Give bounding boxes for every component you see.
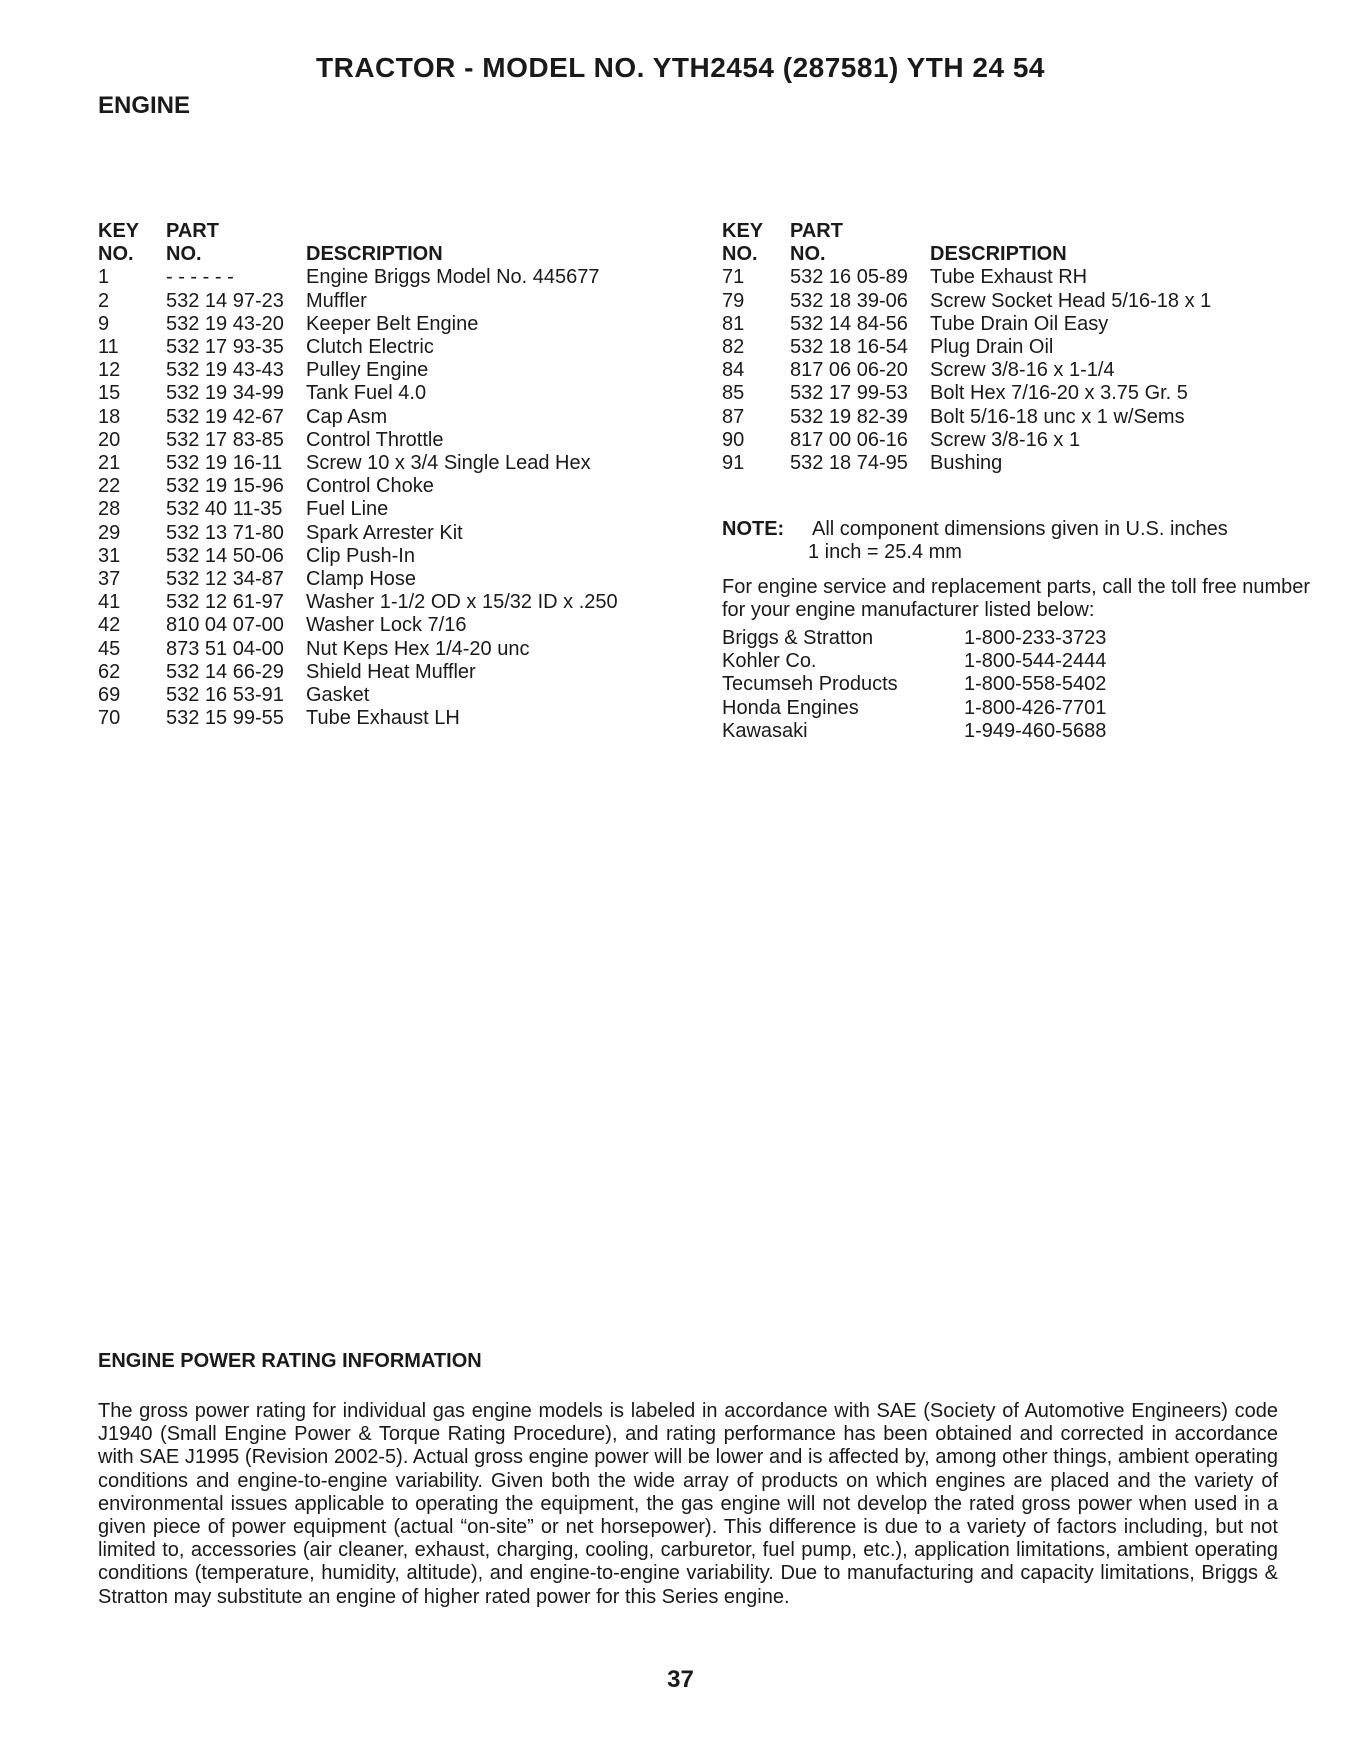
part-description: Tube Exhaust LH	[306, 707, 460, 730]
part-number: 532 19 82-39	[790, 405, 908, 428]
parts-list-right	[722, 266, 1282, 475]
key-number: 84	[722, 359, 745, 382]
table-row	[98, 545, 658, 568]
key-header: KEY	[722, 220, 764, 242]
part-number: 532 14 97-23	[166, 289, 284, 312]
key-number: 85	[722, 382, 745, 405]
table-row	[98, 614, 658, 637]
part-description: Plug Drain Oil	[930, 336, 1054, 359]
key-number: 9	[98, 312, 110, 335]
part-number: 532 14 66-29	[166, 660, 284, 683]
manufacturer-name: Honda Engines	[722, 696, 859, 719]
key-number: 82	[722, 336, 745, 359]
part-description: Bushing	[930, 452, 1003, 475]
part-description: Shield Heat Muffler	[306, 660, 476, 683]
part-number: 532 19 43-43	[166, 359, 284, 382]
key-number: 1	[98, 266, 110, 289]
part-description: Control Choke	[306, 475, 434, 498]
part-number: 532 14 50-06	[166, 544, 284, 567]
part-number: 532 17 83-85	[166, 428, 284, 451]
part-number: 532 40 11-35	[166, 498, 283, 521]
table-row	[98, 266, 658, 289]
part-number: 532 13 71-80	[166, 521, 284, 544]
part-number: 532 18 16-54	[790, 336, 908, 359]
key-number: 90	[722, 428, 745, 451]
table-row	[98, 568, 658, 591]
contact-row	[722, 697, 1322, 720]
part-description: Gasket	[306, 684, 370, 707]
key-number: 79	[722, 289, 745, 312]
key-number: 31	[98, 544, 121, 567]
table-row	[722, 406, 1282, 429]
table-row	[98, 684, 658, 707]
key-number: 15	[98, 382, 121, 405]
section-title: ENGINE	[98, 92, 191, 119]
contact-row	[722, 720, 1322, 743]
parts-table-right	[722, 220, 1282, 475]
table-row	[722, 359, 1282, 382]
key-number: 21	[98, 452, 121, 475]
manufacturer-name: Tecumseh Products	[722, 673, 898, 696]
note-line-1: All component dimensions given in U.S. inches	[812, 518, 1228, 540]
parts-list-left	[98, 266, 658, 730]
part-number: 532 17 99-53	[790, 382, 908, 405]
part-description: Engine Briggs Model No. 445677	[306, 266, 600, 289]
note-label: NOTE:	[722, 518, 785, 540]
key-no-header: NO.	[722, 243, 758, 266]
contact-row	[722, 673, 1322, 696]
key-number: 12	[98, 359, 121, 382]
table-header-row-1	[98, 220, 658, 243]
part-number: 532 19 16-11	[166, 452, 283, 475]
phone-number: 1-800-558-5402	[964, 673, 1107, 696]
part-number: 810 04 07-00	[166, 614, 284, 637]
part-number: 532 15 99-55	[166, 707, 284, 730]
manufacturer-name: Kohler Co.	[722, 650, 817, 673]
table-row	[98, 475, 658, 498]
parts-table-left	[98, 220, 658, 730]
table-row	[722, 313, 1282, 336]
table-header-row-1	[722, 220, 1282, 243]
table-row	[722, 336, 1282, 359]
manufacturer-name: Kawasaki	[722, 719, 808, 742]
service-instructions: For engine service and replacement parts, call the toll free number for your engine manufacturer listed below:	[722, 576, 1311, 622]
part-number: 532 12 34-87	[166, 568, 284, 591]
phone-number: 1-800-233-3723	[964, 627, 1107, 649]
part-description: Screw 3/8-16 x 1	[930, 428, 1081, 451]
part-description: Screw Socket Head 5/16-18 x 1	[930, 289, 1212, 312]
part-number: 532 19 42-67	[166, 405, 284, 428]
table-header-row-2	[98, 243, 658, 266]
table-row	[98, 661, 658, 684]
table-row	[98, 429, 658, 452]
description-header: DESCRIPTION	[306, 243, 443, 266]
table-row	[98, 406, 658, 429]
table-row	[722, 290, 1282, 313]
description-header: DESCRIPTION	[930, 243, 1067, 266]
document-title: TRACTOR - MODEL NO. YTH2454 (287581) YTH 24 54	[316, 52, 1045, 83]
part-number: 532 19 15-96	[166, 475, 284, 498]
table-row	[98, 638, 658, 661]
part-description: Fuel Line	[306, 498, 389, 521]
key-number: 42	[98, 614, 121, 637]
part-description: Nut Keps Hex 1/4-20 unc	[306, 637, 530, 660]
key-number: 87	[722, 405, 745, 428]
part-no-header: NO.	[166, 243, 202, 266]
part-description: Clamp Hose	[306, 568, 417, 591]
part-description: Bolt 5/16-18 unc x 1 w/Sems	[930, 405, 1185, 428]
key-number: 41	[98, 591, 121, 614]
key-number: 11	[98, 336, 119, 359]
table-row	[98, 313, 658, 336]
table-header-row-2	[722, 243, 1282, 266]
part-description: Tube Drain Oil Easy	[930, 312, 1109, 335]
table-row	[98, 290, 658, 313]
part-number: 532 18 74-95	[790, 452, 908, 475]
table-row	[722, 429, 1282, 452]
key-number: 37	[98, 568, 121, 591]
table-row	[98, 452, 658, 475]
table-row	[98, 707, 658, 730]
key-number: 45	[98, 637, 121, 660]
table-row	[722, 266, 1282, 289]
phone-number: 1-949-460-5688	[964, 719, 1107, 742]
part-number: - - - - - -	[166, 266, 234, 289]
table-row	[98, 522, 658, 545]
part-number: 532 19 43-20	[166, 312, 284, 335]
key-number: 70	[98, 707, 121, 730]
table-row	[98, 359, 658, 382]
part-number: 532 16 53-91	[166, 684, 284, 707]
table-row	[98, 591, 658, 614]
part-description: Tank Fuel 4.0	[306, 382, 427, 405]
part-number: 532 14 84-56	[790, 312, 908, 335]
part-number: 817 06 06-20	[790, 359, 908, 382]
page-number: 37	[667, 1666, 694, 1693]
key-number: 22	[98, 475, 121, 498]
part-number: 532 12 61-97	[166, 591, 284, 614]
part-description: Spark Arrester Kit	[306, 521, 463, 544]
rating-body: The gross power rating for individual gas engine models is labeled in accordance with SAE (Society of Automotive Engineers) code J1940 (Small Engine Power & Torque Rating Procedure), and rating performance has been obtained and corrected in accordance with SAE J1995 (Revision 2002-5). Actual gross engine power will be lower and is affected by, among other things, ambient operating conditions and engine-to-engine variability. Given both the wide array of products on which engines are placed and the variety of environmental issues applicable to operating the equipment, the gas engine will not develop the rated gross power when used in a given piece of power equipment (actual “on-site” or net horsepower). This difference is due to a variety of factors including, but not limited to, accessories (air cleaner, exhaust, charging, cooling, carburetor, fuel pump, etc.), application limitations, ambient operating conditions (temperature, humidity, altitude), and engine-to-engine variability. Due to manufacturing and capacity limitations, Briggs & Stratton may substitute an engine of higher rated power for this Series engine.	[98, 1400, 1278, 1608]
part-description: Screw 10 x 3/4 Single Lead Hex	[306, 452, 591, 475]
key-number: 81	[722, 312, 745, 335]
key-number: 20	[98, 428, 121, 451]
key-number: 62	[98, 660, 121, 683]
key-number: 91	[722, 452, 745, 475]
part-description: Washer 1-1/2 OD x 15/32 ID x .250	[306, 591, 618, 614]
note-line-2: 1 inch = 25.4 mm	[808, 541, 962, 564]
part-description: Clip Push-In	[306, 544, 415, 567]
key-number: 69	[98, 684, 121, 707]
part-description: Keeper Belt Engine	[306, 312, 479, 335]
dimension-note	[722, 518, 1322, 564]
table-row	[722, 452, 1282, 475]
part-description: Clutch Electric	[306, 336, 434, 359]
part-number: 532 16 05-89	[790, 266, 908, 289]
key-number: 28	[98, 498, 121, 521]
table-row	[98, 498, 658, 521]
contact-row	[722, 627, 1322, 650]
part-header: PART	[166, 220, 219, 242]
phone-number: 1-800-544-2444	[964, 650, 1107, 673]
phone-number: 1-800-426-7701	[964, 696, 1107, 719]
part-number: 817 00 06-16	[790, 428, 908, 451]
part-no-header: NO.	[790, 243, 826, 266]
part-number: 532 19 34-99	[166, 382, 284, 405]
manufacturer-name: Briggs & Stratton	[722, 627, 874, 649]
key-number: 2	[98, 289, 110, 312]
key-number: 29	[98, 521, 121, 544]
part-number: 873 51 04-00	[166, 637, 284, 660]
key-number: 18	[98, 405, 121, 428]
contact-row	[722, 650, 1322, 673]
part-number: 532 18 39-06	[790, 289, 908, 312]
part-description: Washer Lock 7/16	[306, 614, 467, 637]
part-description: Tube Exhaust RH	[930, 266, 1088, 289]
rating-heading: ENGINE POWER RATING INFORMATION	[98, 1350, 482, 1372]
table-row	[98, 336, 658, 359]
part-description: Screw 3/8-16 x 1-1/4	[930, 359, 1115, 382]
part-description: Muffler	[306, 289, 367, 312]
key-no-header: NO.	[98, 243, 134, 266]
part-description: Pulley Engine	[306, 359, 429, 382]
key-number: 71	[722, 266, 745, 289]
manufacturer-contacts	[722, 627, 1322, 743]
part-header: PART	[790, 220, 843, 242]
part-description: Bolt Hex 7/16-20 x 3.75 Gr. 5	[930, 382, 1188, 405]
table-row	[722, 382, 1282, 405]
part-number: 532 17 93-35	[166, 336, 284, 359]
table-row	[98, 382, 658, 405]
key-header: KEY	[98, 220, 140, 242]
part-description: Cap Asm	[306, 405, 388, 428]
part-description: Control Throttle	[306, 428, 444, 451]
